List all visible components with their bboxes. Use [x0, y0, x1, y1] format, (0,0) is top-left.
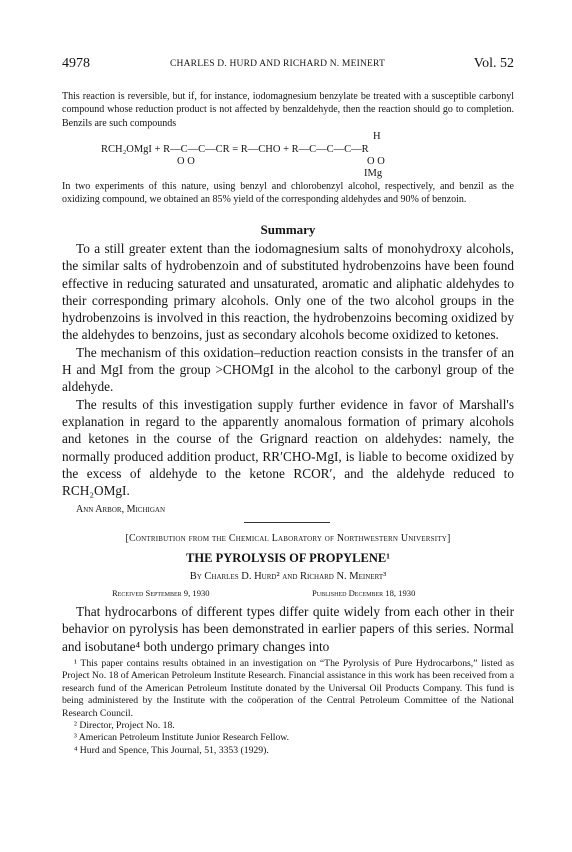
equation-oxygens-right: O O [367, 156, 385, 167]
summary-heading: Summary [260, 222, 316, 237]
summary-body [62, 240, 514, 499]
received-date: Received September 9, 1930 [112, 588, 210, 598]
section-divider [244, 522, 330, 523]
article-title: THE PYROLYSIS OF PROPYLENE¹ [186, 551, 390, 565]
summary-paragraph-2: The mechanism of this oxidation–reduction reaction consists in the transfer of an H and MgI from the group >CHOMgI in the alcohol to the carbonyl group of the aldehyde. [62, 344, 514, 395]
running-title: CHARLES D. HURD AND RICHARD N. MEINERT [170, 59, 385, 69]
experiment-paragraph: In two experiments of this nature, using benzyl and chlorobenzyl alcohol, respectively, and benzil as the oxidizing compound, we obtained an 85% yield of the corresponding aldehydes and 90% of benzoin. [62, 181, 514, 206]
footnotes [62, 658, 514, 757]
article-opening: That hydrocarbons of different types differ quite widely from each other in their behavior on pyrolysis has been demonstrated in earlier papers of this series. Normal and isobutane⁴ both undergo primary changes into [62, 604, 514, 654]
published-date: Published December 18, 1930 [312, 588, 416, 598]
footnote-3: ³ American Petroleum Institute Junior Research Fellow. [74, 732, 290, 744]
footnote-2: ² Director, Project No. 18. [74, 720, 175, 732]
summary-paragraph-1: To a still greater extent than the iodomagnesium salts of monohydroxy alcohols, the similar salts of hydrobenzoin and of substituted hydrobenzoins have been found effective in reducing saturated and unsaturated, aromatic and aliphatic aldehydes to their corresponding primary alcohols. Only one of the two alcohol groups in the hydrobenzoins is involved in this reaction, the hydrobenzoins becoming oxidized by the aldehydes to benzoins, just as secondary alcohols become oxidized to ketones. [62, 241, 514, 343]
equation-oxygens-left: O O [177, 156, 195, 167]
contribution-line: [Contribution from the Chemical Laboratory of Northwestern University] [125, 533, 451, 544]
running-header [62, 56, 514, 74]
volume-label: Vol. 52 [473, 56, 514, 71]
equation-main: RCH₂OMgI + R—C—C—CR = R—CHO + R—C—C—C—R [101, 144, 369, 155]
equation-h: H [373, 131, 381, 142]
intro-paragraph: This reaction is reversible, but if, for instance, iodomagnesium benzylate be treated with a susceptible carbonyl compound whose reduction product is not affected by benzaldehyde, then the reaction should go to completion. Benzils are such compounds [62, 91, 514, 129]
page-number: 4978 [62, 56, 90, 71]
location-line: Ann Arbor, Michigan [76, 504, 166, 515]
article-authors: By Charles D. Hurd² and Richard N. Meinert³ [189, 571, 387, 582]
footnote-1: ¹ This paper contains results obtained in an investigation on “The Pyrolysis of Pure Hydrocarbons,” listed as Project No. 18 of American Petroleum Institute Research. Financial assistance in this work has been received from a research fund of the American Petroleum Institute donated by the Universal Oil Products Company. This fund is being administered by the Institute with the coöperation of the Central Petroleum Committee of the National Research Council. [62, 658, 514, 719]
equation-imgi: IMg [364, 168, 383, 179]
reaction-equation [62, 131, 514, 179]
summary-paragraph-3: The results of this investigation supply further evidence in favor of Marshall's explanation in regard to the apparently anomalous formation of primary alcohols and ketones in the course of the Grignard reaction on aldehydes: namely, the normally produced addition product, RR′CHO-MgI, is liable to become oxidized by the excess of aldehyde to the ketone RCOR′, and the aldehyde reduced to RCH₂OMgI. [62, 396, 514, 499]
footnote-4: ⁴ Hurd and Spence, This Journal, 51, 3353 (1929). [74, 744, 269, 756]
